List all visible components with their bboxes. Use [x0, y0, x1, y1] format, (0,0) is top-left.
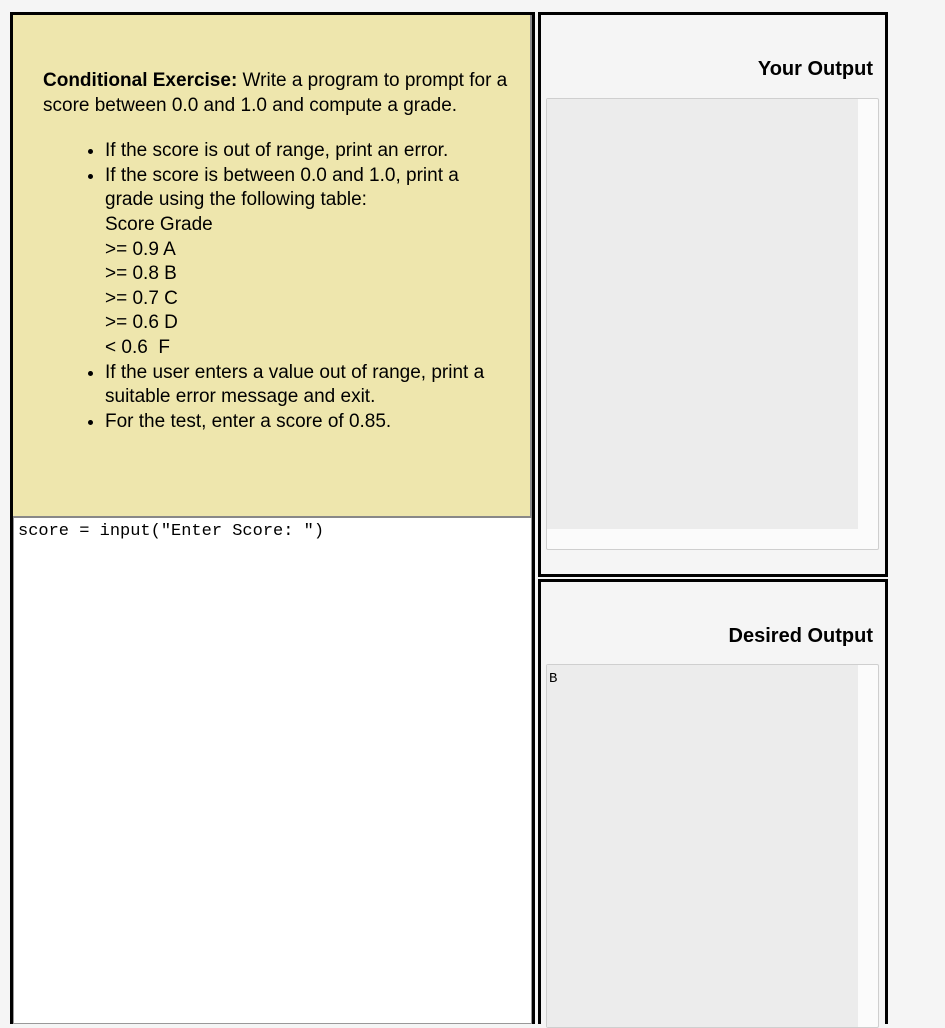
exercise-intro: Write a program to prompt for a score between 0.0 and 1.0 and compute a grade.: [43, 70, 508, 116]
your-output-title: Your Output: [757, 58, 873, 80]
exercise-title: Conditional Exercise:: [43, 70, 238, 91]
list-item-text: If the score is between 0.0 and 1.0, print a grade using the following table:: [105, 164, 459, 211]
grade-table-row: >= 0.9 A: [105, 238, 176, 260]
code-editor[interactable]: score = input("Enter Score: "): [13, 518, 532, 1024]
instructions-panel: [13, 15, 532, 518]
grade-table-row: >= 0.8 B: [105, 263, 177, 285]
your-output-box[interactable]: [546, 98, 879, 550]
grade-table: [105, 213, 510, 361]
desired-output-text: B: [547, 665, 858, 1027]
your-output-panel: [538, 12, 888, 577]
grade-table-row: < 0.6 F: [105, 336, 170, 358]
requirements-list: [43, 139, 510, 434]
exercise-column: [10, 12, 535, 1024]
output-column: [538, 12, 888, 1024]
desired-output-box[interactable]: [546, 664, 879, 1028]
grade-table-row: >= 0.6 D: [105, 312, 178, 334]
grade-table-header: Score Grade: [105, 213, 213, 235]
list-item: • For the test, enter a score of 0.85.: [105, 410, 510, 435]
list-item: • If the score is out of range, print an error.: [105, 139, 510, 164]
desired-output-panel: [538, 579, 888, 1024]
exercise-description: [43, 69, 510, 118]
list-item: [105, 164, 510, 361]
grade-table-row: >= 0.7 C: [105, 287, 178, 309]
desired-output-title: Desired Output: [728, 625, 873, 647]
list-item: • If the user enters a value out of range, print a suitable error message and exit.: [105, 361, 510, 410]
your-output-text: [547, 99, 858, 529]
